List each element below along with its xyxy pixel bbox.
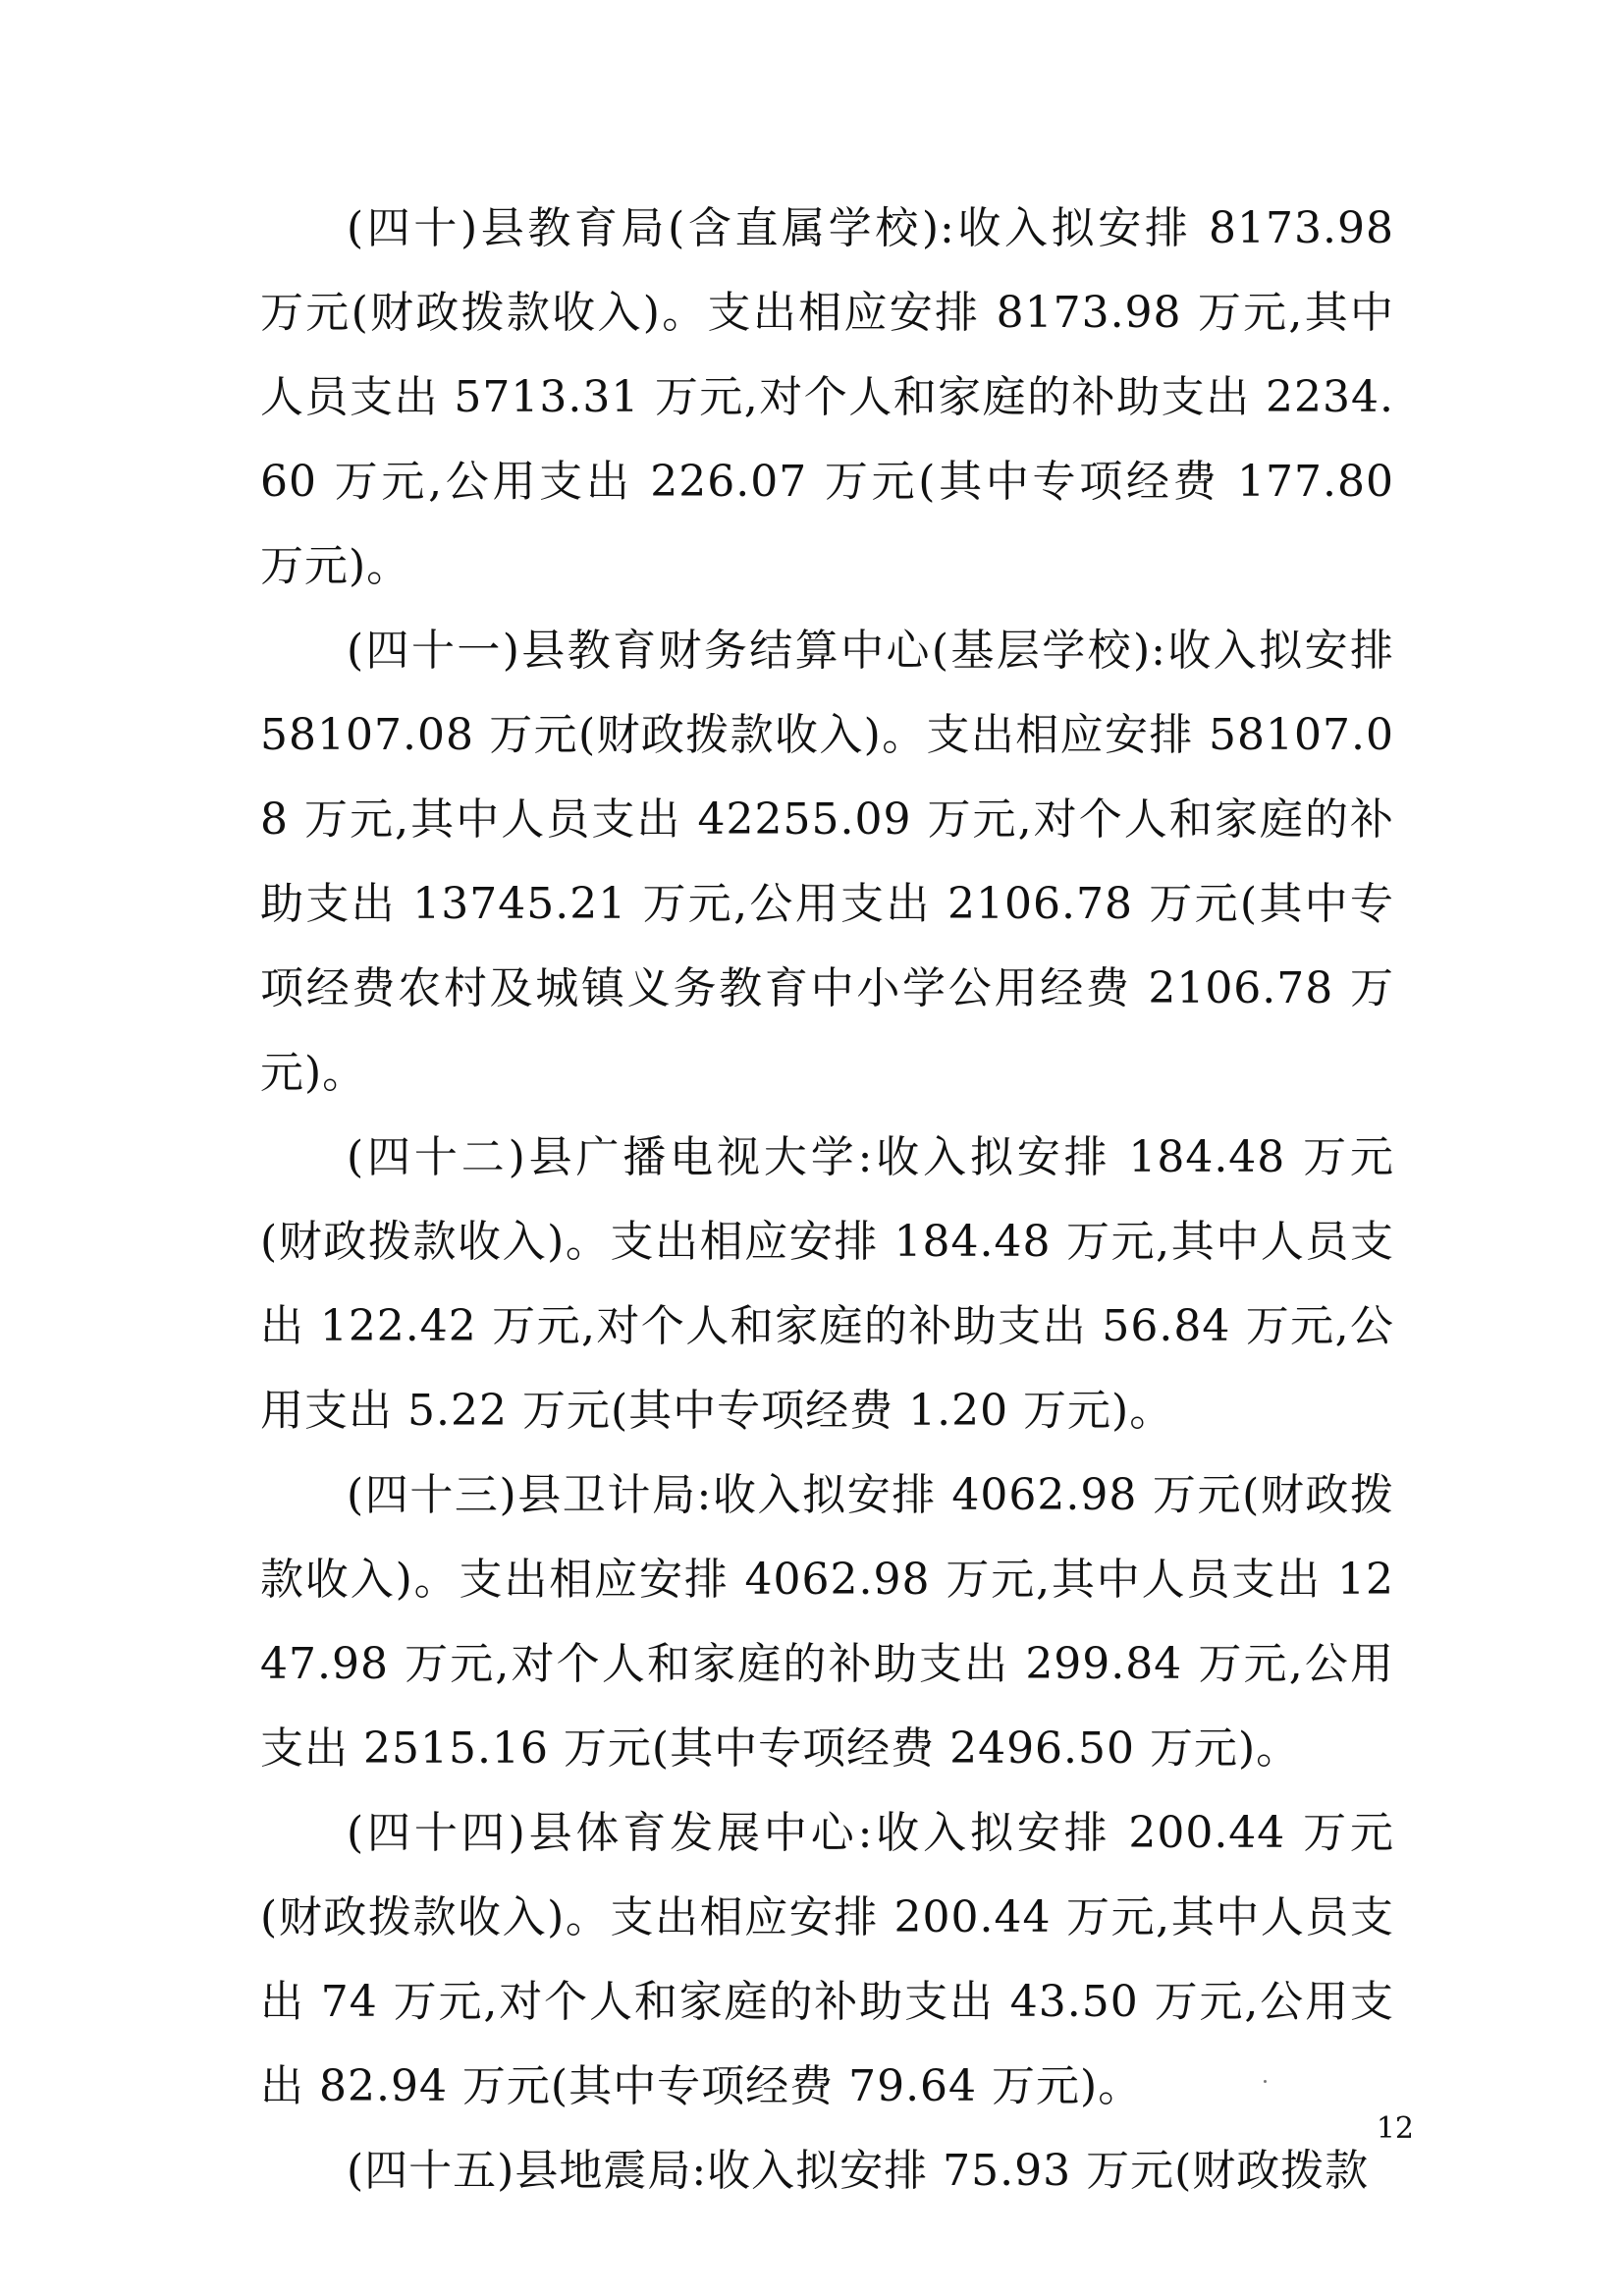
paragraph-40: (四十)县教育局(含直属学校):收入拟安排 8173.98 万元(财政拨款收入)。支出相应安排 8173.98 万元,其中人员支出 5713.31 万元,对个人和家庭的补助支出 2234.60 万元,公用支出 226.07 万元(其中专项经费 177.80 万元)。 bbox=[260, 203, 1394, 591]
paragraph-44: (四十四)县体育发展中心:收入拟安排 200.44 万元(财政拨款收入)。支出相应安排 200.44 万元,其中人员支出 74 万元,对个人和家庭的补助支出 43.50 万元,公用支出 82.94 万元(其中专项经费 79.64 万元)。 bbox=[260, 1808, 1394, 2111]
document-body bbox=[260, 187, 1394, 2214]
paragraph-45: (四十五)县地震局:收入拟安排 75.93 万元(财政拨款 bbox=[347, 2146, 1370, 2196]
scan-speck bbox=[1264, 2080, 1267, 2083]
paragraph-41: (四十一)县教育财务结算中心(基层学校):收入拟安排 58107.08 万元(财政拨款收入)。支出相应安排 58107.08 万元,其中人员支出 42255.09 万元,对个人和家庭的补助支出 13745.21 万元,公用支出 2106.78 万元(其中专项经费农村及城镇义务教育中小学公用经费 2106.78 万元)。 bbox=[260, 626, 1394, 1098]
paragraph-42: (四十二)县广播电视大学:收入拟安排 184.48 万元(财政拨款收入)。支出相应安排 184.48 万元,其中人员支出 122.42 万元,对个人和家庭的补助支出 56.84 万元,公用支出 5.22 万元(其中专项经费 1.20 万元)。 bbox=[260, 1132, 1394, 1436]
page-number: 12 bbox=[1376, 2111, 1414, 2146]
paragraph-43: (四十三)县卫计局:收入拟安排 4062.98 万元(财政拨款收入)。支出相应安排 4062.98 万元,其中人员支出 1247.98 万元,对个人和家庭的补助支出 299.84 万元,公用支出 2515.16 万元(其中专项经费 2496.50 万元)。 bbox=[260, 1470, 1394, 1774]
